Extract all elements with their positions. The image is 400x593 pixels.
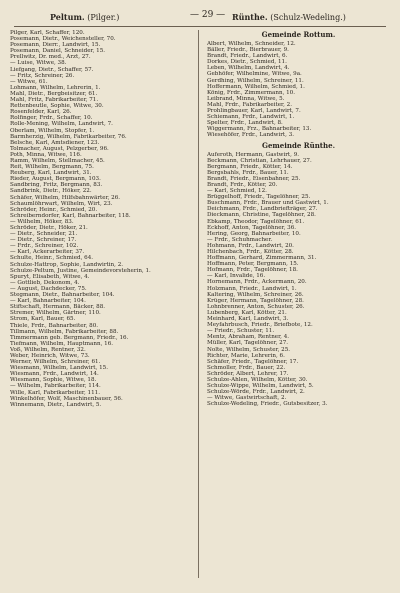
list-item: Schmoller, Frdr., Bauer, 22. [207,364,286,371]
list-item: Brandt, Friedr., Landwirt, 6. [207,53,288,60]
list-item: Schaumlöhrwart, Wilhelm, Wirt, 23. [10,200,113,207]
left-header-title: Peltum. [50,12,85,22]
left-header-sub: (Pilger.) [87,13,120,22]
list-item: — Wilhelm, Höker, 83. [10,218,74,225]
list-item: Prellwitz, Dr. med., Arzt, 27. [10,54,91,61]
list-item: Mahl, Frdr., Fabrikarbeiter, 2. [207,101,293,108]
list-item: Brandt, Frdr., Kötter, 20. [207,181,278,188]
list-item: Thiele, Frdr., Bahnarbeiter, 80. [10,322,99,329]
list-item: — Karl, Invalide, 16. [207,273,266,280]
list-item: Tillmann, Wilhelm, Fabrikarbeiter, 88. [10,328,119,335]
list-item: Schulze-Hattrop, Sophie, Landwirtin, 2. [10,261,124,268]
list-item: Stegmann, Dietr., Bahnarbeiter, 104. [10,292,115,299]
list-item: Ramm, Wilhelm, Stellmacher, 45. [10,157,105,164]
list-item: Reuberg, Karl, Landwirt, 31. [10,170,92,177]
list-item: Lubenberg, Karl, Kötter, 21. [207,309,287,316]
section-ruenthe-list [207,152,390,408]
list-item: — Gottlieb, Dekonom, 4. [10,279,80,286]
list-item: Hofmann, Frdr., Tagelöhner, 18. [207,267,298,274]
list-item: — Wilhelm, Fabrikarbeiter, 114. [10,383,101,390]
list-item: Schulze-Wedeling, Friedr., Gutsbesitzer, 3. [207,401,328,408]
list-item: Poth, Minna, Witwe, 116. [10,151,82,158]
list-item: Schulze-Wörde, Frdr., Landwirt, 2. [207,389,305,396]
list-item: Schäfer, Friedr., Tagelöhner, 17. [207,358,299,365]
list-item: — August, Dachdecker, 75. [10,285,87,292]
left-header [50,12,119,22]
list-item: Hohmann, Frdr., Landwirt, 20. [207,242,294,249]
list-item: Müller, Karl, Tagelöhner, 27. [207,340,289,347]
list-item: Prohlingbauer, Karl, Landwirt, 7. [207,108,301,115]
list-item: Leben, Wilhelm, Landwirt, 4. [207,65,290,72]
list-item: Schulte, Heinr., Schmied, 64. [10,255,94,262]
list-item: Rolle-Mening, Wilhelm, Landwirt, 7. [10,121,113,128]
list-item: Brandt, Friedr., Eisenbahner, 25. [207,175,301,182]
list-item: — Witwe, Gastwirtschaft, 2. [207,395,287,402]
list-item: Wiesmann, Sophie, Witwe, 18. [10,377,97,384]
list-item: Winkelhöfer, Wolf, Maschinenbauer, 56. [10,395,123,402]
list-item: Oberlam, Wilhelm, Stopfer, 1. [10,127,95,134]
list-item: Richter, Marie, Lehrerin, 6. [207,352,285,359]
right-column [207,30,390,408]
section-title-rottum: Gemeinde Rottum. [261,30,336,39]
list-item: Mahl, Dietr., Bergbeisitzer, 61. [10,90,98,97]
list-item: Voß, Wilhelm, Rentner, 32. [10,346,86,353]
list-item: — Witwe, 61. [10,78,48,85]
list-item: — Karl, Ackerarbeiter, 37. [10,249,85,256]
list-item: Gebhöfer, Wilhelmine, Witwe, 9a. [207,71,302,78]
list-item: Schulze-Ahlen, Wilhelm, Kötter, 30. [207,376,308,383]
page-header [10,8,390,28]
list-item: Rieder, August, Bergmann, 103. [10,176,101,183]
list-item: König, Frdr., Zimmermann, 10. [207,89,296,96]
list-item: — Karl, Bahnarbeiter, 104. [10,298,86,305]
list-item: Wiesmann, Wilhelm, Landwirt, 15. [10,365,108,372]
list-item: Krüger, Hermann, Tagelöhner, 28. [207,297,304,304]
list-item: Meyfahrbusch, Friedr., Briefbote, 12. [207,322,313,329]
list-item: Holzmann, Friedr., Landwirt, 1. [207,285,297,292]
list-item: Kaltering, Wilhelm, Schreiner, 26. [207,291,304,298]
list-item: Belsche, Karl, Amtsdiener, 123. [10,139,100,146]
list-item: Eckhoff, Anton, Tagelöhner, 36. [207,224,297,231]
list-item: Brüggelhoff, Friedr., Tagelöhner, 25. [207,194,311,201]
list-item: Hilchenbach, Frdr., Kötter, 28. [207,249,294,255]
list-item: Hoffmann, Gerhard, Zimmermann, 31. [207,255,317,262]
left-column [10,30,193,408]
list-item: Bergsbahls, Frdr., Bauer, 11. [207,169,289,176]
list-item: Ebkamp, Theodor, Tagelöhner, 61. [207,218,305,225]
list-item: Wiesmann, Frdr., Landwirt, 14. [10,371,99,378]
right-header [232,12,346,22]
list-item: Beckmann, Christian, Lehrhauer, 27. [207,157,312,164]
list-item: Tolmacher, August, Pelzgerber, 96. [10,145,109,152]
list-item: Dorkes, Dietr., Schmied, 11. [207,59,287,66]
list-item: — Karl, Schmied, 12. [207,188,267,195]
list-item: Lohmann, Wilhelm, Lehrerin, 1. [10,84,101,91]
list-item: Albert, Wilhelm, Schneider, 12. [207,41,296,47]
list-item: Posemann, Dietr., Weichensteller, 70. [10,36,116,43]
list-item: Rolfinger, Frdr., Schaffer, 10. [10,115,93,122]
list-item: — Dietr., Schreiner, 17. [10,237,77,244]
list-item: Bäller, Friedr., Bierbrauer, 9. [207,47,289,54]
list-item: Schiemann, Frdr., Landwirt, 1. [207,114,295,121]
list-item: Dieckmann, Christine, Tagelöhner, 28. [207,212,316,219]
header-rule [14,26,386,27]
list-item: Hering, Georg, Bahnarbeiter, 10. [207,230,301,237]
list-item: Schulze-Peltum, Justine, Gemeindevorsteherin, 1. [10,267,151,274]
list-item: Barmherzig, Wilhelm, Fabrikarbeiter, 76. [10,133,127,140]
list-item: Reit, Wilhelm, Bergmann, 75. [10,164,94,171]
list-item: Liefgang, Dietr., Schaffer, 57. [10,66,94,73]
list-item: Wiesehöfer, Frdr., Landwirt, 3. [207,132,295,139]
list-item: Weber, Heinrich, Witwe, 73. [10,352,90,359]
columns [10,30,390,408]
page-number: — 29 — [190,10,226,20]
list-item: Stremer, Wilhelm, Gärtner, 110. [10,310,101,317]
list-item: Tiefmann, Wilhelm, Hauptmann, 16. [10,340,114,347]
list-item: Nolte, Wilhelm, Schuster, 25. [207,346,291,353]
list-item: Hoffmann, Peter, Bergmann, 15. [207,261,299,268]
list-item: Sandbrink, Dietr., Höker, 22. [10,188,92,195]
list-item: Schäfer, Wilhelm, Hilfsbahnwärter, 26. [10,194,121,201]
list-item: Pilger, Karl, Schaffer, 120. [10,30,85,36]
list-item: Deichmann, Frdr., Landbriefträger, 27. [207,206,318,213]
list-item: Schulze-Wippe, Wilhelm, Landwirt, 5. [207,383,314,390]
list-item: Meinhard, Karl, Landwirt, 3. [207,316,289,323]
list-item: Gerdhing, Wilhelm, Schreiner, 11. [207,77,304,84]
list-item: Posemann, Dierr., Landwirt, 15. [10,42,101,49]
list-item: — Frdr., Schreiner, 102. [10,243,79,250]
list-item: Schröder, Heinr., Schmied, 20. [10,206,98,213]
list-item: Winnemann, Dietr., Landwirt, 5. [10,401,102,408]
section-rottum-list [207,41,390,139]
list-item: Hornemann, Frdr., Ackermann, 20. [207,279,307,286]
list-item: Schröder, Dietr., Höker, 21. [10,225,88,231]
list-item: — Dietr., Schneider, 21. [10,231,78,238]
list-item: — Friedr., Schuster, 11. [207,328,275,335]
list-item: Timmermann geb. Bergmann, Friedr., 16. [10,334,129,341]
list-item: Rettenbeutle, Sophie, Witwe, 30. [10,103,104,110]
list-item: — Luise, Witwe, 38. [10,60,67,67]
list-item: Bergmann, Friedr., Kötter, 14. [207,163,293,170]
list-item: Strom, Karl, Bauer, 65. [10,316,76,323]
list-item: Hoffermann, Wilhelm, Schmied, 1. [207,83,305,90]
list-item: Wille, Karl, Fabrikarbeiter, 111. [10,389,101,396]
list-item: Lohnbrenner, Anton, Schuster, 26. [207,303,305,310]
list-item: — Frdr., Schuhmacher. [207,236,273,243]
list-item: Werner, Wilhelm, Schreiner, 61. [10,359,101,366]
list-item: Stiftschaft, Hermann, Bäcker, 88. [10,304,106,311]
list-item: Spelter, Frdr., Landwirt, 8. [207,120,283,127]
list-item: Wiggermann, Frz., Bahnarbeiter, 13. [207,126,312,133]
list-item: Leibrand, Minna, Witwe, 5. [207,95,285,102]
list-item: Mahl, Fritz, Fabrikarbeiter, 71. [10,97,99,104]
right-header-title: Rünthe. [232,12,268,22]
right-header-sub: (Schulz-Wedeling.) [270,13,346,22]
list-item: Posemann, Daniel, Schneider, 15. [10,48,106,55]
list-item: Auferoth, Hermann, Gastwirt, 9. [207,151,300,158]
list-item: Schröder, Albert, Lehrer, 17. [207,370,289,377]
list-item: Mentz, Abraham, Rentner, 4. [207,334,290,341]
list-item: — Fritz, Schreiner, 26. [10,72,75,79]
list-item: Rosenfelder, Karl, 26. [10,109,72,116]
list-item: Sandbring, Fritz, Bergmann, 83. [10,182,103,189]
list-item: Spuryt, Elisabeth, Witwe, 4. [10,273,90,280]
list-item: Buschmann, Frdr., Brauer und Gastwirt, 1. [207,200,329,207]
section-title-ruenthe: Gemeinde Rünthe. [261,140,336,150]
list-item: Schreiberndorfer, Karl, Bahnarbeiter, 118. [10,212,131,219]
